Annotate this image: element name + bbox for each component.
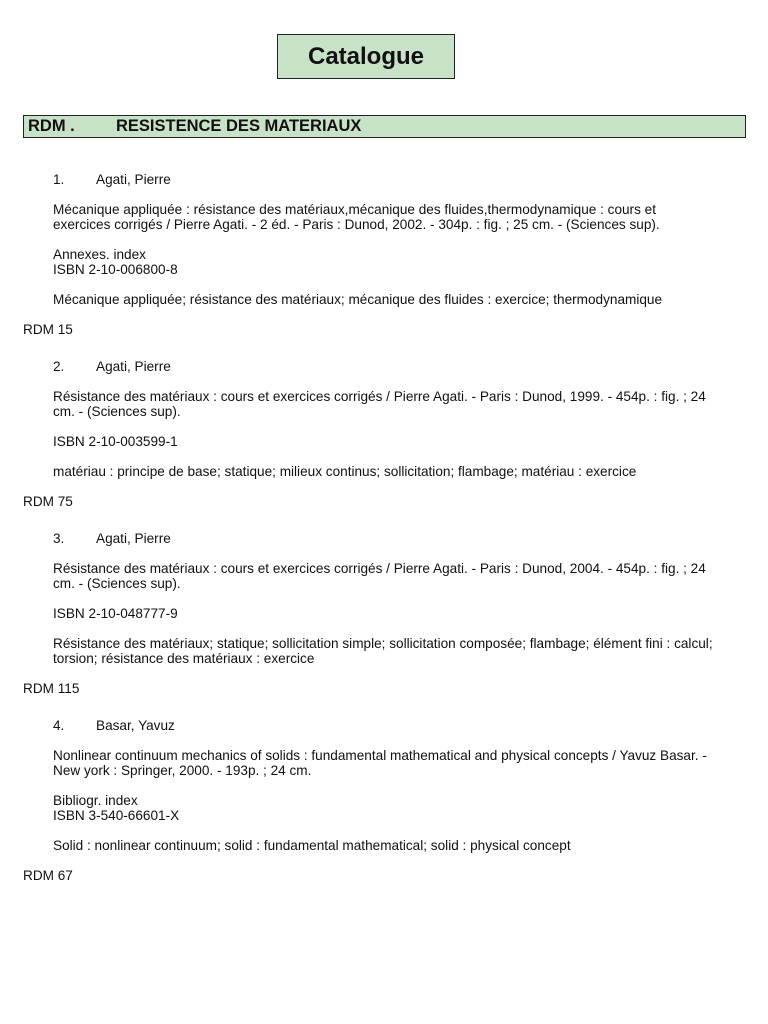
page-title: Catalogue	[277, 34, 455, 79]
entry-author: Agati, Pierre	[96, 531, 171, 546]
entry-subjects-line: Résistance des matériaux; statique; sollicitation simple; sollicitation composée; flambage; élément fini : calcul;	[53, 636, 713, 651]
entry-note-line: Annexes. index	[53, 247, 146, 262]
entry-number: 4.	[53, 718, 65, 733]
entry-isbn: ISBN 3-540-66601-X	[53, 808, 180, 823]
entry-author: Basar, Yavuz	[96, 718, 175, 733]
entry-number: 1.	[53, 172, 65, 187]
entry-call-number: RDM 115	[23, 681, 80, 696]
entry-description-line: cm. - (Sciences sup).	[53, 576, 181, 591]
entry-number: 2.	[53, 359, 65, 374]
entry-description-line: cm. - (Sciences sup).	[53, 404, 181, 419]
entry-number: 3.	[53, 531, 65, 546]
entry-isbn: ISBN 2-10-048777-9	[53, 606, 178, 621]
entry-note-line: Bibliogr. index	[53, 793, 138, 808]
entry-description-line: Résistance des matériaux : cours et exercices corrigés / Pierre Agati. - Paris : Dunod, 1999. - 454p. : fig. ; 24	[53, 389, 706, 404]
entry-description-line: Résistance des matériaux : cours et exercices corrigés / Pierre Agati. - Paris : Dunod, 2004. - 454p. : fig. ; 24	[53, 561, 706, 576]
entry-description-line: exercices corrigés / Pierre Agati. - 2 éd. - Paris : Dunod, 2002. - 304p. : fig. ; 25 cm. - (Sciences sup).	[53, 217, 660, 232]
entry-subjects-line: torsion; résistance des matériaux : exercice	[53, 651, 315, 666]
section-name: RESISTENCE DES MATERIAUX	[116, 117, 362, 135]
entry-subjects-line: matériau : principe de base; statique; milieux continus; sollicitation; flambage; matériau : exercice	[53, 464, 637, 479]
entry-description-line: Nonlinear continuum mechanics of solids : fundamental mathematical and physical concepts / Yavuz Basar. -	[53, 748, 707, 763]
section-code: RDM .	[28, 117, 75, 135]
entry-description-line: Mécanique appliquée : résistance des matériaux,mécanique des fluides,thermodynamique : cours et	[53, 202, 656, 217]
entry-description-line: New york : Springer, 2000. - 193p. ; 24 cm.	[53, 763, 312, 778]
entry-author: Agati, Pierre	[96, 172, 171, 187]
entry-subjects-line: Solid : nonlinear continuum; solid : fundamental mathematical; solid : physical concept	[53, 838, 571, 853]
entry-subjects-line: Mécanique appliquée; résistance des matériaux; mécanique des fluides : exercice; thermodynamique	[53, 292, 663, 307]
entry-isbn: ISBN 2-10-006800-8	[53, 262, 178, 277]
entry-call-number: RDM 15	[23, 322, 73, 337]
entry-call-number: RDM 75	[23, 494, 73, 509]
entry-author: Agati, Pierre	[96, 359, 171, 374]
entry-isbn: ISBN 2-10-003599-1	[53, 434, 178, 449]
entry-call-number: RDM 67	[23, 868, 73, 883]
section-header	[23, 115, 746, 138]
